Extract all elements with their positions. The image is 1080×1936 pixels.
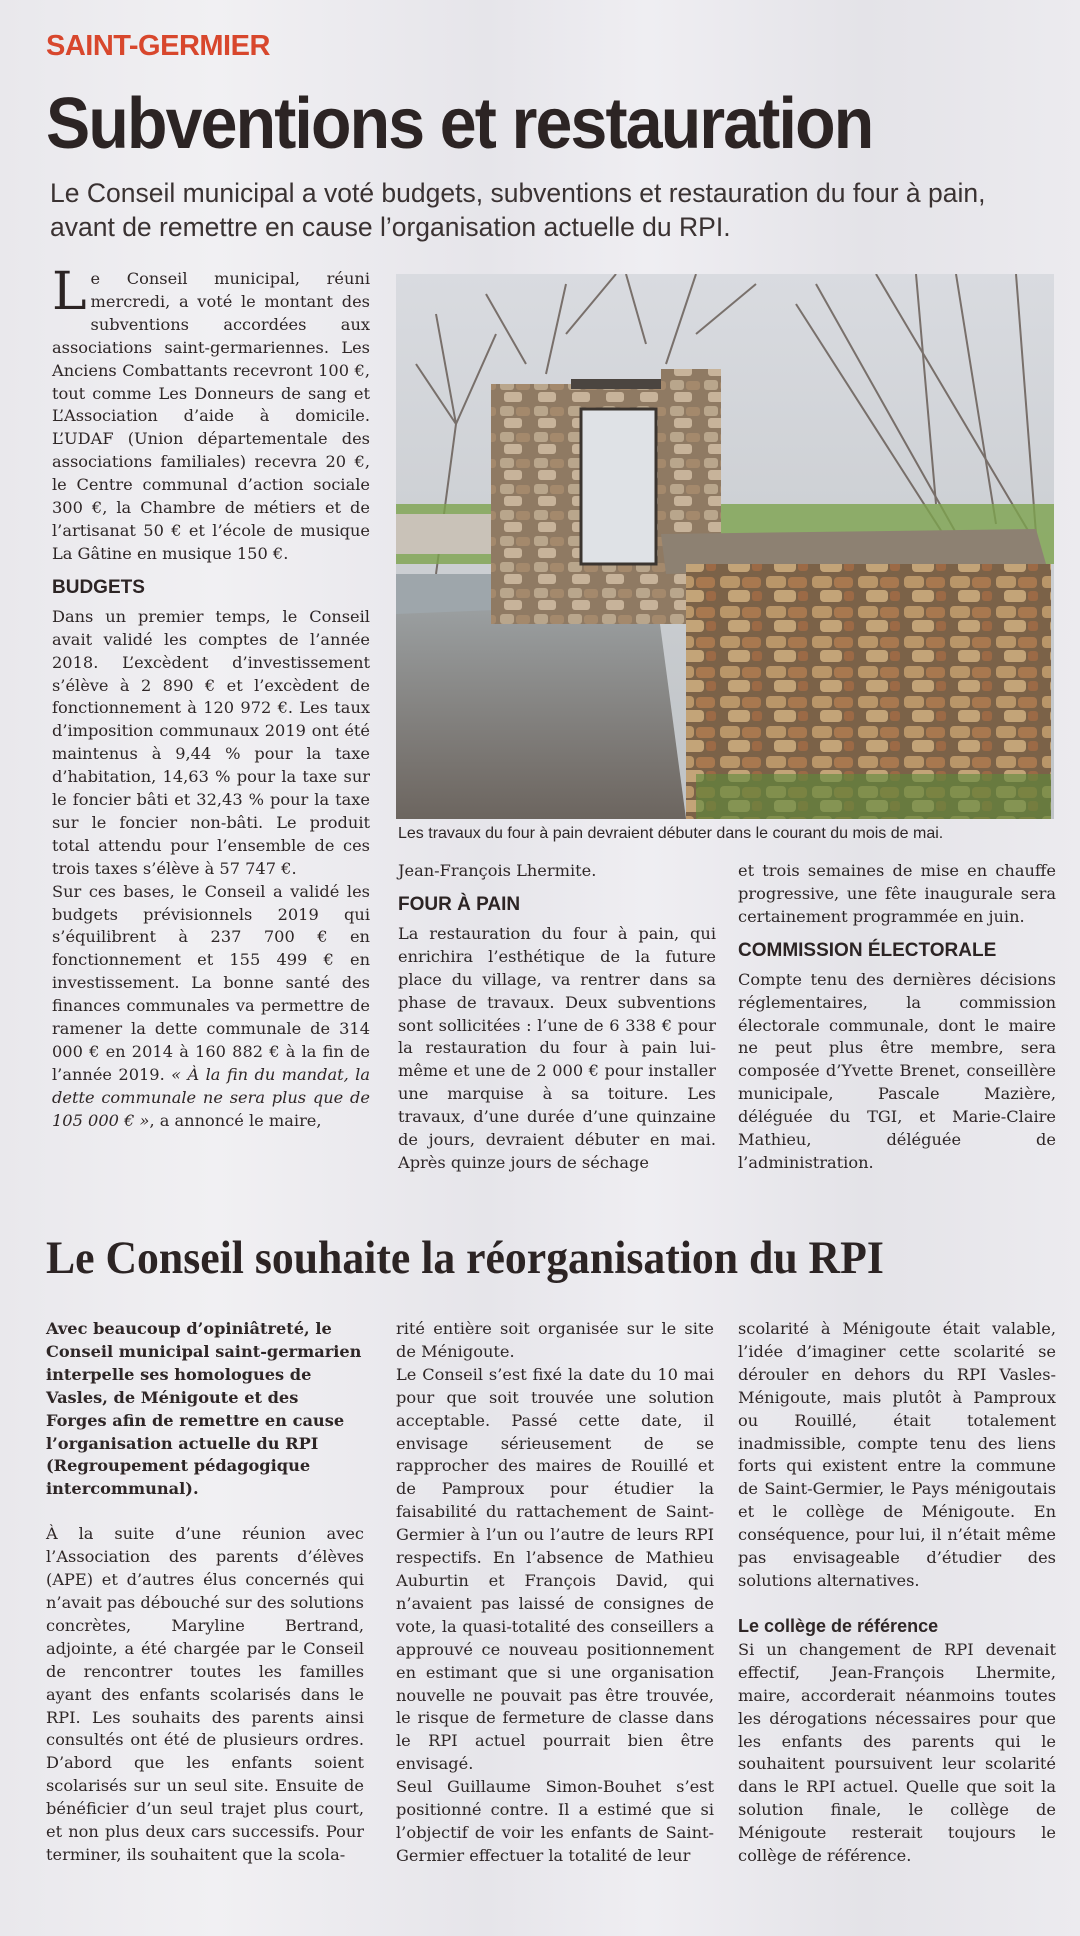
article2-paragraph-3: Seul Guillaume Simon-Bouhet s’est positionné contre. Il a estimé que si l’objectif de voir les enfants de Saint-Germier effectuer la totalité de leur (396, 1777, 714, 1865)
standfirst: Le Conseil municipal a voté budgets, subventions et restauration du four à pain, avant de remettre en cause l’organisation actuelle du RPI. (50, 178, 986, 242)
budgets-paragraph-2 (52, 881, 370, 1133)
article2-column-2 (396, 1318, 714, 1868)
college-heading: Le collège de référence (738, 1615, 939, 1636)
article2-paragraph-2: Le Conseil s’est fixé la date du 10 mai pour que soit trouvée une solution acceptable. Passé cette date, il envisage sérieusement de se rapprocher des maires de Rouillé et de Pamproux pour étudier la faisabilité du rattachement de Saint-Germier à l’un ou l’autre de leurs RPI respectifs. En l’absence de Mathieu Auburtin et François David, qui n’avaient pas laissé de consignes de vote, la quasi-totalité des conseillers a approuvé ce nouveau positionnement en estimant que si une organisation nouvelle ne pouvait pas être trouvée, le risque de fermeture de classe dans le RPI actuel pourrait bien être envisagé. (396, 1364, 714, 1774)
college-paragraph: Si un changement de RPI devenait effectif, Jean-François Lhermite, maire, accorderait néanmoins toutes les dérogations nécessaires pour que les enfants des parents qui le souhaitent poursuivent leur scolarité dans le RPI actuel. Quelle que soit la solution finale, le collège de Ménigoute resterait toujours le collège de référence. (738, 1639, 1056, 1866)
commission-paragraph: Compte tenu des dernières décisions réglementaires, la commission électorale communale, dont le maire ne peut plus être membre, sera composée d’Yvette Brenet, conseillère municipale, Pascale Mazière, déléguée du TGI, et Marie-Claire Mathieu, déléguée de l’administration. (738, 969, 1056, 1172)
photo-four-a-pain (396, 274, 1054, 819)
article2-paragraph-1-continued: rité entière soit organisée sur le site de Ménigoute. (396, 1319, 714, 1361)
drop-cap: L (52, 262, 87, 322)
budgets-paragraph-1: Dans un premier temps, le Conseil avait validé les comptes de l’année 2018. L’excèdent d’investissement s’élève à 2 890 € et l’excèdent de fonctionnement à 120 972 €. Les taux d’imposition communaux 2019 ont été maintenus à 9,44 % pour la taxe d’habitation, 14,63 % pour la taxe sur le foncier bâti et 32,43 % pour la taxe sur le foncier non-bâti. Le produit total attendu pour l’ensemble de ces trois taxes s’élève à 57 747 €. (52, 606, 370, 878)
article-title: Subventions et restauration (46, 84, 873, 164)
article2-lead: Avec beaucoup d’opiniâtreté, le Conseil municipal saint-germarien interpelle ses homologues de Vasles, de Ménigoute et des Forges afin de remettre en cause l’organisation actuelle du RPI (Regroupement pédagogique intercommunal). (46, 1319, 362, 1499)
four-a-pain-heading: FOUR À PAIN (398, 893, 521, 915)
intro-paragraph (52, 262, 370, 566)
budgets-after-quote: , a annoncé le maire, (149, 1110, 322, 1130)
four-a-pain-paragraph: La restauration du four à pain, qui enrichira l’esthétique de la future place du village, va rentrer dans sa phase de travaux. Deux subventions sont sollicitées : l’une de 6 338 € pour la restauration du four à pain lui-même et une de 2 000 € pour installer une marquise à sa toiture. Les travaux, d’une durée d’une quinzaine de jours, devraient débuter en mai. Après quinze jours de séchage (398, 923, 716, 1172)
article2-headline: Le Conseil souhaite la réorganisation du RPI (46, 1232, 884, 1284)
four-a-pain-continued: et trois semaines de mise en chauffe progressive, une fête inaugurale sera certainement programmée en juin. (738, 861, 1056, 926)
budgets-text: Sur ces bases, le Conseil a validé les budgets prévisionnels 2019 qui s’équilibrent à 237 700 € en fonctionnement et 155 499 € en investissement. La bonne santé des finances communales va permettre de ramener la dette communale de 314 000 € en 2014 à 160 882 € à la fin de l’année 2019. (52, 881, 370, 1084)
article2-paragraph-1: À la suite d’une réunion avec l’Association des parents d’élèves (APE) et d’autres élus concernés qui n’avait pas débouché sur des solutions concrètes, Maryline Bertrand, adjointe, a été chargée par le Conseil de rencontrer toutes les familles ayant des enfants scolarisés dans le RPI. Les souhaits des parents ainsi consultés ont été de plusieurs ordres. D’abord que les enfants soient scolarisés sur un seul site. Ensuite de bénéficier d’un seul trajet plus court, et non plus deux cars successifs. Pour terminer, ils souhaitent que la scola- (46, 1524, 364, 1864)
mayor-quote: « À la fin du mandat, la dette communale ne sera plus que de 105 000 € » (52, 1064, 370, 1130)
budgets-continued: Jean-François Lhermite. (398, 861, 597, 880)
intro-text: e Conseil municipal, réuni mercredi, a voté le montant des subventions accordées aux associations saint-germariennes. Les Anciens Combattants recevront 100 €, tout comme Les Donneurs de sang et L’Association d’aide à domicile. L’UDAF (Union départementale des associations familiales) recevra 20 €, le Centre communal d’action sociale 300 €, la Chambre de métiers et de l’artisanat 50 € et l’école de musique La Gâtine en musique 150 €. (52, 269, 370, 563)
article2-column-3 (738, 1318, 1056, 1868)
article1-column-2 (398, 860, 716, 1175)
bread-oven-photo (396, 274, 1054, 819)
article1-column-1 (52, 262, 370, 1133)
kicker: SAINT-GERMIER (46, 30, 270, 62)
photo-caption: Les travaux du four à pain devraient débuter dans le courant du mois de mai. (398, 825, 944, 842)
article2-paragraph-3-continued: scolarité à Ménigoute était valable, l’idée d’imaginer cette scolarité se dérouler en dehors du RPI Vasles-Ménigoute, mais plutôt à Pamproux ou Rouillé, était totalement inadmissible, compte tenu des liens forts qui existent entre la commune de Saint-Germier, le Pays ménigoutais et le collège de Ménigoute. En conséquence, pour lui, il n’était même pas envisageable d’étudier des solutions alternatives. (738, 1319, 1056, 1590)
commission-heading: COMMISSION ÉLECTORALE (738, 939, 997, 961)
article2-column-1 (46, 1318, 364, 1867)
article1-column-3 (738, 860, 1056, 1175)
budgets-heading: BUDGETS (52, 576, 145, 598)
